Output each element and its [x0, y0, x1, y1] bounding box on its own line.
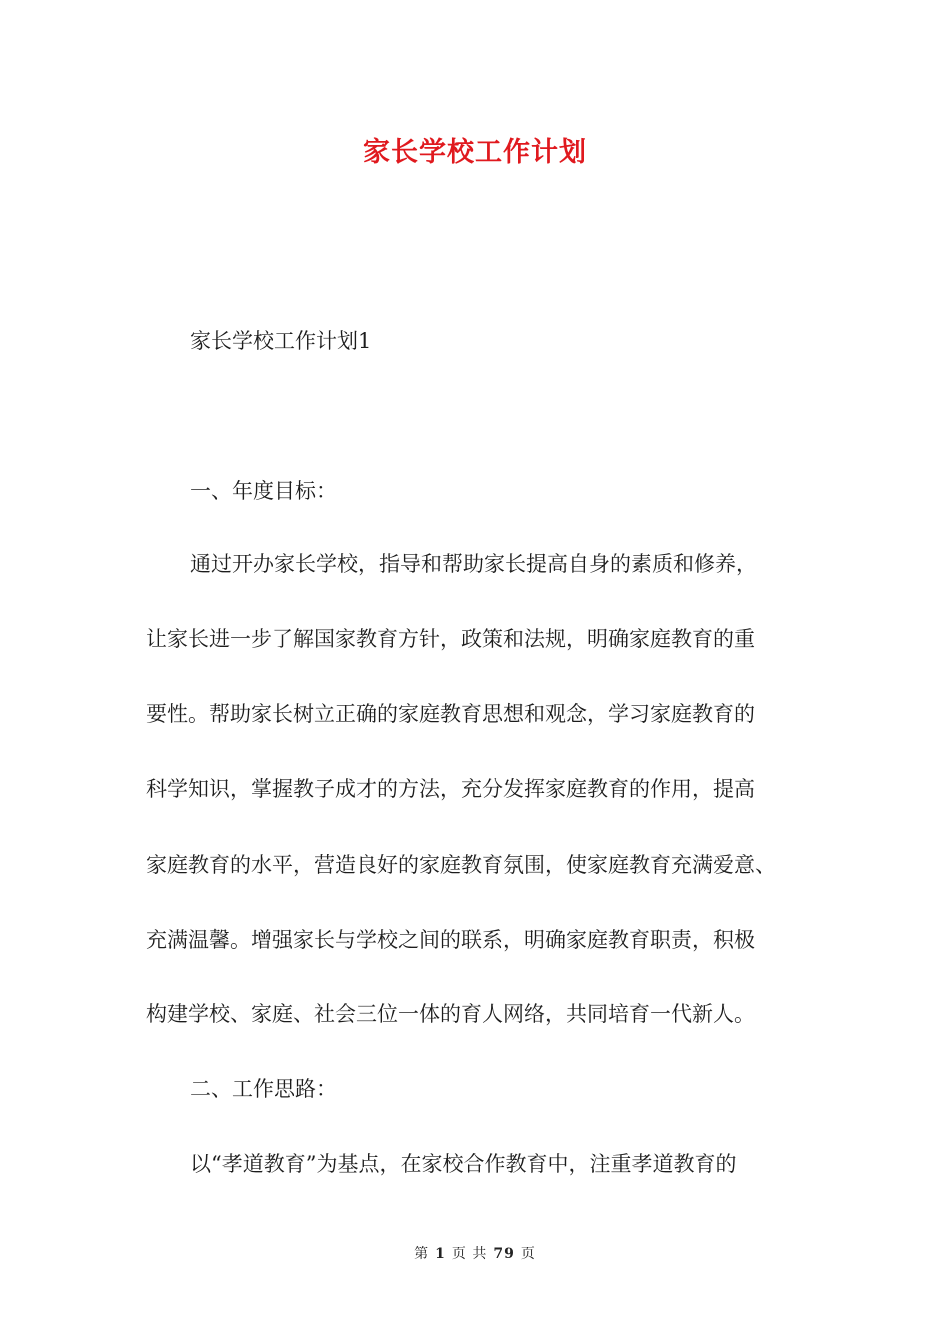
- document-subtitle: 家长学校工作计划1: [190, 329, 372, 353]
- paragraph-line: 以“孝道教育”为基点，在家校合作教育中，注重孝道教育的: [190, 1152, 737, 1176]
- footer-middle: 页 共: [451, 1246, 488, 1262]
- footer-suffix: 页: [520, 1246, 536, 1262]
- footer-prefix: 第: [414, 1246, 430, 1262]
- footer-total-pages: 79: [493, 1246, 515, 1262]
- paragraph-line: 让家长进一步了解国家教育方针，政策和法规，明确家庭教育的重: [146, 627, 755, 651]
- paragraph-line: 充满温馨。增强家长与学校之间的联系，明确家庭教育职责，积极: [146, 928, 755, 952]
- footer-current-page: 1: [435, 1246, 446, 1262]
- section-heading-goals: 一、年度目标：: [190, 479, 337, 503]
- page-footer: [0, 1244, 950, 1264]
- document-title: 家长学校工作计划: [363, 137, 587, 168]
- paragraph-line: 家庭教育的水平，营造良好的家庭教育氛围，使家庭教育充满爱意、: [146, 853, 776, 877]
- paragraph-line: 科学知识，掌握教子成才的方法，充分发挥家庭教育的作用，提高: [146, 777, 755, 801]
- section-heading-approach: 二、工作思路：: [190, 1077, 337, 1101]
- paragraph-line: 要性。帮助家长树立正确的家庭教育思想和观念，学习家庭教育的: [146, 702, 755, 726]
- paragraph-line: 通过开办家长学校，指导和帮助家长提高自身的素质和修养，: [190, 552, 757, 576]
- paragraph-line: 构建学校、家庭、社会三位一体的育人网络，共同培育一代新人。: [146, 1002, 755, 1026]
